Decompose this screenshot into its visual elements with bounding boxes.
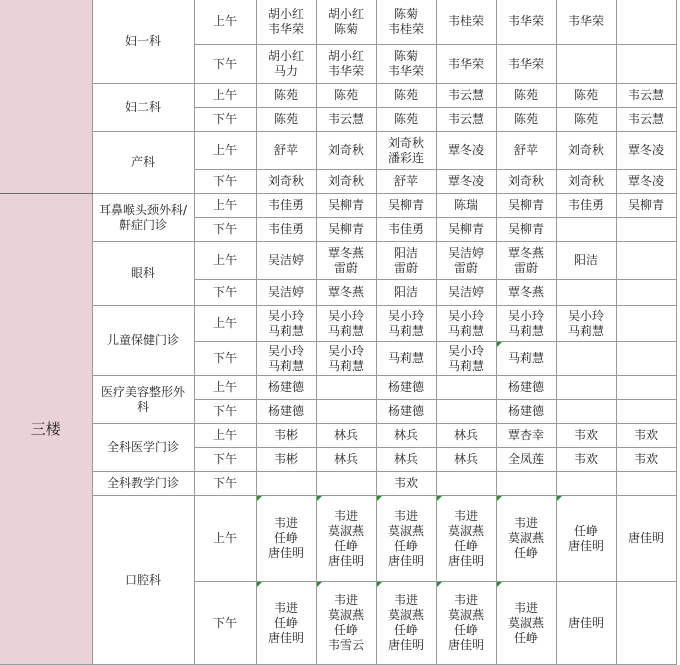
schedule-cell: 唐佳明 [616,496,676,582]
schedule-cell: 胡小红 韦华荣 [256,0,316,45]
schedule-cell: 覃冬燕 [316,280,376,306]
schedule-cell: 韦进 莫淑燕 任峥 唐佳明 [436,496,496,582]
period-cell: 下午 [194,582,256,665]
schedule-cell: 韦佳勇 [376,218,436,242]
schedule-cell: 韦华荣 [556,0,616,45]
period-cell: 下午 [194,218,256,242]
schedule-cell: 韦进 莫淑燕 任峥 唐佳明 [376,582,436,665]
schedule-cell: 韦欢 [556,448,616,472]
schedule-cell [556,342,616,376]
schedule-cell: 韦进 莫淑燕 任峥 [496,496,556,582]
schedule-cell: 吴小玲 马莉慧 [316,306,376,342]
schedule-cell: 韦进 莫淑燕 任峥 [496,582,556,665]
schedule-cell: 陈苑 [256,108,316,132]
period-cell: 下午 [194,108,256,132]
schedule-cell: 吴柳青 [376,194,436,218]
dept-cell: 眼科 [92,242,194,306]
schedule-cell [556,376,616,400]
schedule-cell: 林兵 [316,424,376,448]
schedule-cell: 韦进 莫淑燕 任峥 唐佳明 [316,496,376,582]
schedule-cell: 韦华荣 [436,45,496,84]
schedule-cell [616,400,676,424]
schedule-cell: 韦佳勇 [556,194,616,218]
schedule-cell [556,472,616,496]
floor-label: 三楼 [0,194,92,665]
schedule-cell: 杨建德 [496,400,556,424]
schedule-cell: 吴小玲 马莉慧 [256,342,316,376]
schedule-cell: 唐佳明 [556,582,616,665]
schedule-cell: 马莉慧 [376,342,436,376]
schedule-cell: 林兵 [436,448,496,472]
schedule-cell: 韦进 莫淑燕 任峥 韦雪云 [316,582,376,665]
schedule-cell: 韦进 任峥 唐佳明 [256,582,316,665]
schedule-cell [316,472,376,496]
dept-cell: 全科医学门诊 [92,424,194,472]
schedule-cell: 韦欢 [556,424,616,448]
period-cell: 上午 [194,132,256,170]
schedule-cell [496,472,556,496]
schedule-cell: 韦云慧 [436,84,496,108]
schedule-cell: 刘奇秋 [556,170,616,194]
period-cell: 上午 [194,496,256,582]
schedule-cell [616,582,676,665]
schedule-cell: 杨建德 [376,400,436,424]
schedule-cell: 吴小玲 马莉慧 [496,306,556,342]
schedule-cell: 陈苑 [556,84,616,108]
schedule-cell: 韦佳勇 [256,218,316,242]
schedule-cell: 马莉慧 [496,342,556,376]
schedule-cell [436,400,496,424]
schedule-cell: 全凤莲 [496,448,556,472]
schedule-cell: 韦桂荣 [436,0,496,45]
dept-cell: 全科教学门诊 [92,472,194,496]
schedule-cell [556,280,616,306]
schedule-cell: 陈苑 [376,84,436,108]
period-cell: 下午 [194,342,256,376]
period-cell: 下午 [194,170,256,194]
schedule-cell: 韦欢 [616,424,676,448]
schedule-cell: 韦云慧 [436,108,496,132]
schedule-cell: 杨建德 [256,376,316,400]
schedule-cell: 吴柳青 [436,218,496,242]
schedule-cell [616,342,676,376]
dept-cell: 妇一科 [92,0,194,84]
schedule-cell [616,0,676,45]
schedule-cell: 韦云慧 [616,108,676,132]
schedule-cell: 刘奇秋 [256,170,316,194]
schedule-cell [616,242,676,280]
schedule-cell: 韦欢 [616,448,676,472]
schedule-cell: 陈苑 [496,84,556,108]
schedule-cell: 覃冬凌 [436,170,496,194]
schedule-cell: 韦云慧 [616,84,676,108]
schedule-cell: 刘奇秋 潘彩连 [376,132,436,170]
dept-cell: 医疗美容整形外科 [92,376,194,424]
period-cell: 上午 [194,424,256,448]
schedule-cell: 杨建德 [376,376,436,400]
schedule-cell: 覃杏幸 [496,424,556,448]
schedule-cell: 陈苑 [316,84,376,108]
schedule-cell: 刘奇秋 [316,132,376,170]
period-cell: 上午 [194,306,256,342]
schedule-cell: 刘奇秋 [496,170,556,194]
schedule-cell: 韦彬 [256,424,316,448]
schedule-cell: 覃冬燕 [496,280,556,306]
period-cell: 下午 [194,45,256,84]
schedule-cell: 陈苑 [556,108,616,132]
schedule-cell: 吴柳青 [316,194,376,218]
schedule-cell: 吴洁婷 [256,242,316,280]
schedule-cell: 韦佳勇 [256,194,316,218]
schedule-cell [556,218,616,242]
schedule-cell [556,45,616,84]
schedule-cell [616,45,676,84]
schedule-cell: 杨建德 [256,400,316,424]
dept-cell: 妇二科 [92,84,194,132]
schedule-cell [616,280,676,306]
schedule-cell: 刘奇秋 [556,132,616,170]
schedule-cell: 吴柳青 [496,194,556,218]
schedule-cell [616,306,676,342]
schedule-cell: 吴小玲 马莉慧 [436,342,496,376]
schedule-cell: 舒苹 [496,132,556,170]
schedule-cell: 刘奇秋 [316,170,376,194]
schedule-cell: 吴洁婷 雷蔚 [436,242,496,280]
schedule-cell: 阳洁 [376,280,436,306]
dept-cell: 口腔科 [92,496,194,665]
period-cell: 上午 [194,194,256,218]
schedule-cell: 吴小玲 马莉慧 [556,306,616,342]
schedule-cell: 舒苹 [256,132,316,170]
schedule-cell [556,400,616,424]
schedule-cell: 吴小玲 马莉慧 [376,306,436,342]
schedule-cell: 覃冬燕 雷蔚 [496,242,556,280]
schedule-cell: 韦进 任峥 唐佳明 [256,496,316,582]
schedule-cell [436,472,496,496]
schedule-cell: 林兵 [316,448,376,472]
schedule-cell: 韦华荣 [496,0,556,45]
schedule-cell [256,472,316,496]
schedule-cell: 覃冬凌 [616,132,676,170]
schedule-cell: 舒苹 [376,170,436,194]
schedule-cell: 胡小红 陈菊 [316,0,376,45]
schedule-cell: 杨建德 [496,376,556,400]
schedule-cell: 覃冬凌 [616,170,676,194]
schedule-cell: 阳洁 雷蔚 [376,242,436,280]
schedule-cell: 任峥 唐佳明 [556,496,616,582]
schedule-cell [616,218,676,242]
schedule-cell: 陈菊 韦华荣 [376,45,436,84]
schedule-cell [316,376,376,400]
schedule-cell: 吴小玲 马莉慧 [256,306,316,342]
period-cell: 上午 [194,84,256,108]
schedule-cell: 吴洁婷 [256,280,316,306]
schedule-cell: 胡小红 韦华荣 [316,45,376,84]
period-cell: 上午 [194,0,256,45]
period-cell: 下午 [194,280,256,306]
period-cell: 上午 [194,376,256,400]
dept-cell: 儿童保健门诊 [92,306,194,376]
schedule-cell: 吴小玲 马莉慧 [436,306,496,342]
schedule-cell: 林兵 [376,448,436,472]
schedule-cell: 韦进 莫淑燕 任峥 唐佳明 [436,582,496,665]
schedule-cell: 陈瑞 [436,194,496,218]
schedule-cell: 吴柳青 [616,194,676,218]
schedule-cell: 胡小红 马力 [256,45,316,84]
schedule-cell: 覃冬凌 [436,132,496,170]
schedule-cell: 韦彬 [256,448,316,472]
schedule-cell: 吴洁婷 [436,280,496,306]
period-cell: 下午 [194,472,256,496]
schedule-cell: 陈苑 [496,108,556,132]
schedule-cell: 覃冬燕 雷蔚 [316,242,376,280]
schedule-cell: 吴小玲 马莉慧 [316,342,376,376]
floor-label-upper [0,0,92,194]
schedule-cell: 阳洁 [556,242,616,280]
dept-cell: 产科 [92,132,194,194]
schedule-cell: 林兵 [376,424,436,448]
period-cell: 下午 [194,400,256,424]
schedule-cell [436,376,496,400]
schedule-cell: 韦欢 [376,472,436,496]
schedule-cell [616,472,676,496]
schedule-cell: 吴柳青 [316,218,376,242]
dept-cell: 耳鼻喉头颈外科/鼾症门诊 [92,194,194,242]
schedule-cell: 韦华荣 [496,45,556,84]
schedule-cell: 陈苑 [376,108,436,132]
period-cell: 上午 [194,242,256,280]
schedule-cell: 林兵 [436,424,496,448]
schedule-cell: 吴柳青 [496,218,556,242]
schedule-cell: 韦进 莫淑燕 任峥 唐佳明 [376,496,436,582]
schedule-cell [616,376,676,400]
schedule-cell [316,400,376,424]
schedule-cell: 陈苑 [256,84,316,108]
period-cell: 下午 [194,448,256,472]
schedule-cell: 韦云慧 [316,108,376,132]
schedule-cell: 陈菊 韦桂荣 [376,0,436,45]
